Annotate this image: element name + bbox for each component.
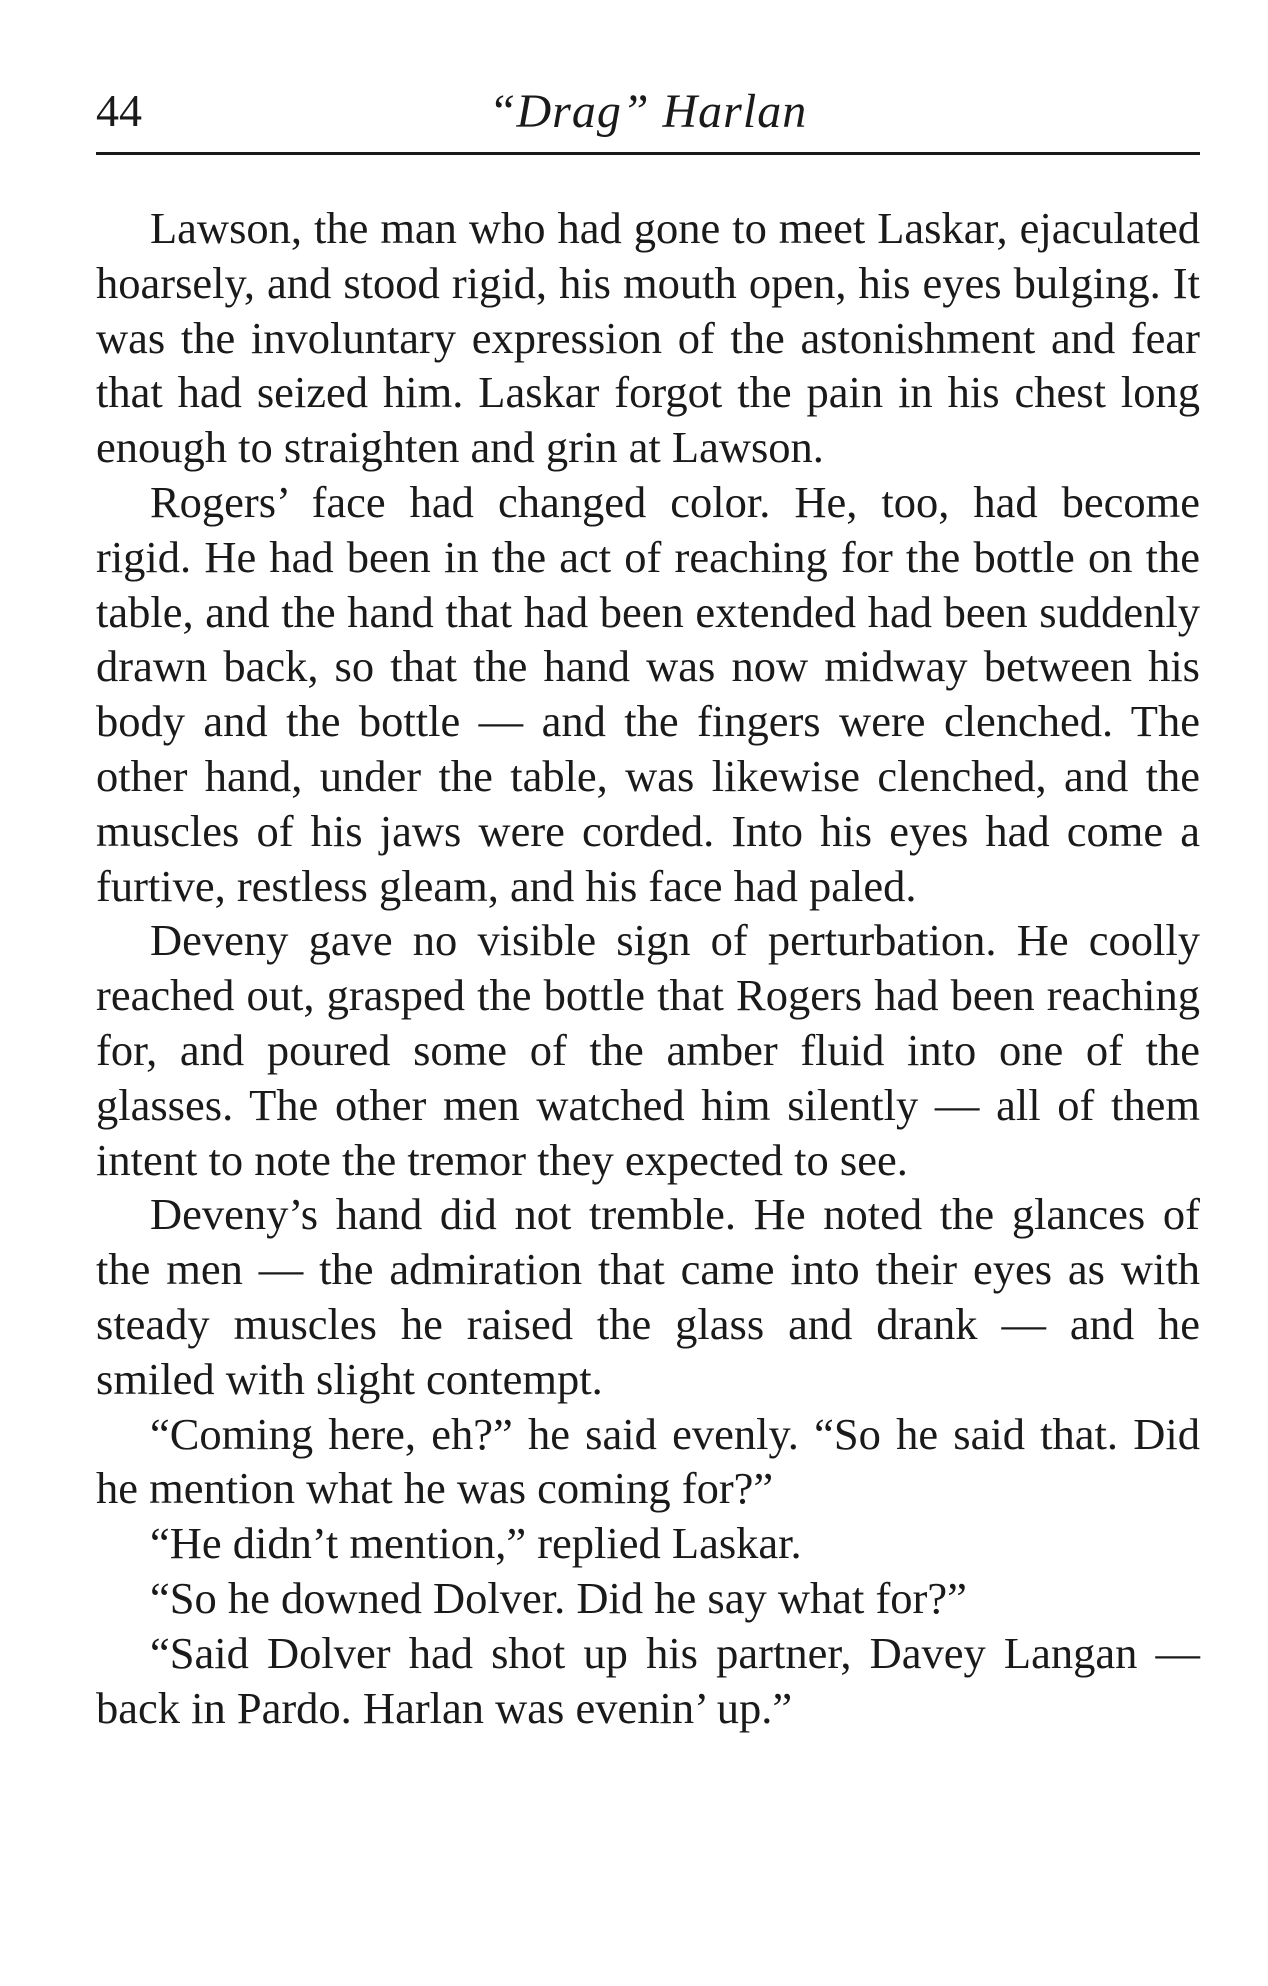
running-title: “Drag” Harlan — [488, 85, 808, 138]
paragraph: Rogers’ face had changed color. He, too, had become rigid. He had been in the act of reaching for the bottle on the table, and the hand that had been extended had been suddenly drawn back, so that the hand was now midway between his body and the bottle — and the fingers were clenched. The other hand, under the table, was likewise clenched, and the muscles of his jaws were corded. Into his eyes had come a furtive, restless gleam, and his face had paled. — [96, 476, 1200, 911]
paragraph: Deveny gave no visible sign of perturbation. He coolly reached out, grasped the bottle that Rogers had been reaching for, and poured some of the amber fluid into one of the glasses. The other men watched him silently — all of them intent to note the tremor they expected to see. — [96, 915, 1200, 1185]
paragraph: “So he downed Dolver. Did he say what for?” — [150, 1572, 967, 1623]
book-page — [96, 80, 1200, 1735]
paragraph: “Coming here, eh?” he said evenly. “So he said that. Did he mention what he was coming for?” — [96, 1408, 1200, 1514]
page-number: 44 — [96, 85, 142, 136]
paragraph: Lawson, the man who had gone to meet Laskar, ejaculated hoarsely, and stood rigid, his mouth open, his eyes bulging. It was the involuntary expression of the astonishment and fear that had seized him. Laskar forgot the pain in his chest long enough to straighten and grin at Lawson. — [96, 203, 1200, 473]
page-header — [96, 80, 1200, 150]
paragraph: “He didn’t mention,” replied Laskar. — [150, 1518, 802, 1569]
header-rule — [96, 152, 1200, 155]
paragraph: Deveny’s hand did not tremble. He noted the glances of the men — the admiration that came into their eyes as with steady muscles he raised the glass and drank — and he smiled with slight contempt. — [96, 1189, 1200, 1404]
paragraph: “Said Dolver had shot up his partner, Davey Langan — back in Pardo. Harlan was evenin’ up.” — [96, 1627, 1200, 1733]
body-text — [96, 201, 1200, 1735]
